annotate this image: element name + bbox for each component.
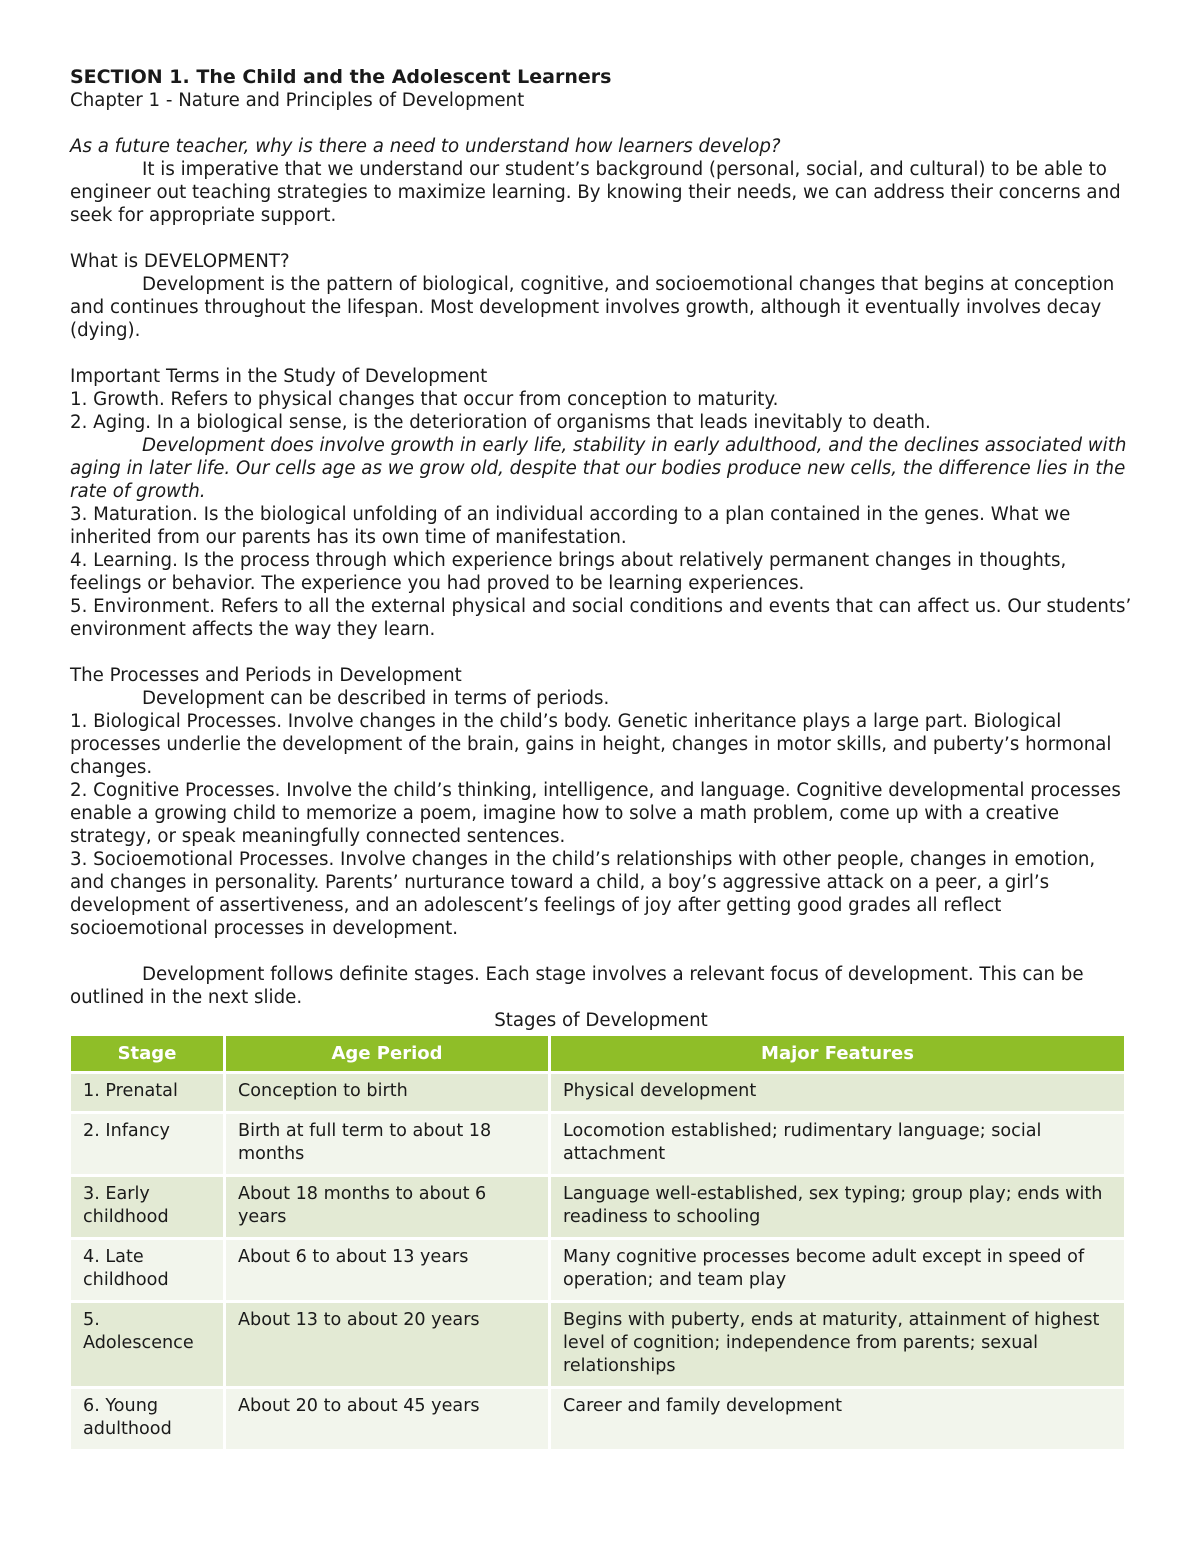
table-row [71,1177,1124,1237]
stage-cell: 2. Infancy [71,1114,223,1174]
development-definition: Development is the pattern of biological, cognitive, and socioemotional changes that begins at conception and continues throughout the lifespan. Most development involves growth, although it eventually involves decay (dying). [70,274,1115,341]
table-row [71,1389,1124,1449]
stage-cell: 4. Late childhood [71,1240,223,1300]
header-age-period: Age Period [226,1036,548,1071]
features-cell: Career and family development [551,1389,1124,1449]
process-biological: 1. Biological Processes. Involve changes in the child’s body. Genetic inheritance plays a large part. Biological processes underlie the development of the brain, gains in height, changes in motor skills, and puberty’s hormonal changes. [70,711,1112,778]
table-row [71,1074,1124,1111]
guiding-question: As a future teacher, why is there a need to understand how learners develop? [70,136,781,157]
stage-cell: 1. Prenatal [71,1074,223,1111]
age-period-cell: Birth at full term to about 18 months [226,1114,548,1174]
stages-intro: Development follows definite stages. Each stage involves a relevant focus of development. This can be outlined in the next slide. [70,964,1084,1008]
table-header-row [71,1036,1124,1071]
header-stage: Stage [71,1036,223,1071]
term-maturation: 3. Maturation. Is the biological unfolding of an individual according to a plan contained in the genes. What we inherited from our parents has its own time of manifestation. [70,504,1071,548]
table-row [71,1240,1124,1300]
table-caption: Stages of Development [494,1010,708,1031]
features-cell: Physical development [551,1074,1124,1111]
document-page [70,66,1132,1452]
development-heading: What is DEVELOPMENT? [70,251,290,272]
stage-cell: 6. Young adulthood [71,1389,223,1449]
term-aging: 2. Aging. In a biological sense, is the deterioration of organisms that leads inevitably to death. [70,412,931,433]
processes-intro: Development can be described in terms of periods. [142,688,610,709]
age-period-cell: About 13 to about 20 years [226,1303,548,1386]
features-cell: Begins with puberty, ends at maturity, attainment of highest level of cognition; independence from parents; sexual relationships [551,1303,1124,1386]
section-title: SECTION 1. The Child and the Adolescent Learners [70,66,612,88]
process-cognitive: 2. Cognitive Processes. Involve the child’s thinking, intelligence, and language. Cognitive developmental processes enable a growing child to memorize a poem, imagine how to solve a math problem, come up with a creative strategy, or speak meaningfully connected sentences. [70,780,1121,847]
process-socioemotional: 3. Socioemotional Processes. Involve changes in the child’s relationships with other people, changes in emotion, and changes in personality. Parents’ nurturance toward a child, a boy’s aggressive attack on a peer, a girl’s development of assertiveness, and an adolescent’s feelings of joy after getting good grades all reflect socioemotional processes in development. [70,849,1096,939]
stages-table [68,1033,1127,1452]
age-period-cell: About 18 months to about 6 years [226,1177,548,1237]
answer-paragraph: It is imperative that we understand our student’s background (personal, social, and cultural) to be able to engineer out teaching strategies to maximize learning. By knowing their needs, we can address their concerns and seek for appropriate support. [70,159,1121,226]
chapter-title: Chapter 1 - Nature and Principles of Development [70,90,525,111]
features-cell: Many cognitive processes become adult except in speed of operation; and team play [551,1240,1124,1300]
terms-heading: Important Terms in the Study of Development [70,366,488,387]
stage-cell: 3. Early childhood [71,1177,223,1237]
stage-cell: 5. Adolescence [71,1303,223,1386]
header-major-features: Major Features [551,1036,1124,1071]
term-learning: 4. Learning. Is the process through which experience brings about relatively permanent changes in thoughts, feelings or behavior. The experience you had proved to be learning experiences. [70,550,1067,594]
aging-note: Development does involve growth in early life, stability in early adulthood, and the declines associated with aging in later life. Our cells age as we grow old, despite that our bodies produce new cells, the difference lies in the rate of growth. [70,435,1127,502]
table-row [71,1114,1124,1174]
processes-heading: The Processes and Periods in Development [70,665,462,686]
features-cell: Language well-established, sex typing; group play; ends with readiness to schooling [551,1177,1124,1237]
table-row [71,1303,1124,1386]
term-environment: 5. Environment. Refers to all the external physical and social conditions and events that can affect us. Our students’ environment affects the way they learn. [70,596,1132,640]
features-cell: Locomotion established; rudimentary language; social attachment [551,1114,1124,1174]
term-growth: 1. Growth. Refers to physical changes that occur from conception to maturity. [70,389,779,410]
age-period-cell: About 6 to about 13 years [226,1240,548,1300]
age-period-cell: About 20 to about 45 years [226,1389,548,1449]
age-period-cell: Conception to birth [226,1074,548,1111]
